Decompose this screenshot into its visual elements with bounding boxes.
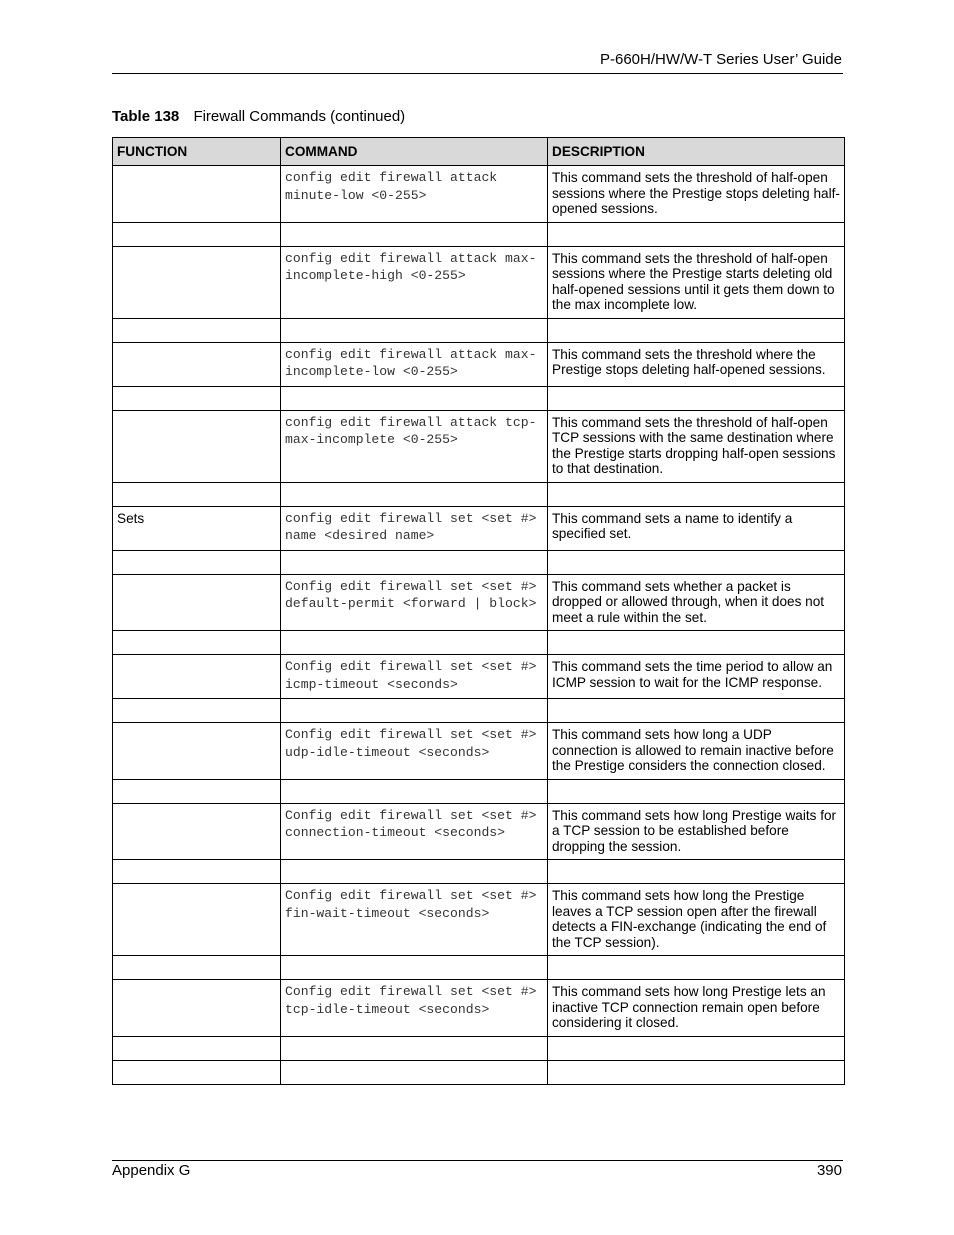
- table-row: [113, 246, 845, 318]
- description-cell: This command sets the threshold of half-open sessions where the Prestige starts deleting old half-opened sessions until it gets them down to the max incomplete low.: [548, 246, 845, 318]
- footer-appendix-label: Appendix G: [112, 1162, 191, 1179]
- command-cell: Config edit firewall set <set #> fin-wait-timeout <seconds>: [281, 884, 548, 956]
- function-cell: [113, 1036, 281, 1060]
- table-row: [113, 803, 845, 860]
- table-row: [113, 166, 845, 223]
- description-cell: [548, 318, 845, 342]
- function-cell: [113, 631, 281, 655]
- running-header-title: P-660H/HW/W-T Series User’ Guide: [599, 51, 842, 68]
- description-cell: [548, 222, 845, 246]
- command-cell: [281, 222, 548, 246]
- description-cell: [548, 956, 845, 980]
- function-cell: [113, 956, 281, 980]
- description-cell: [548, 1060, 845, 1084]
- function-cell: [113, 803, 281, 860]
- table-row: [113, 574, 845, 631]
- function-cell: [113, 482, 281, 506]
- command-cell: [281, 482, 548, 506]
- command-cell: [281, 386, 548, 410]
- description-cell: This command sets whether a packet is dropped or allowed through, when it does not meet a rule within the set.: [548, 574, 845, 631]
- description-cell: This command sets how long the Prestige leaves a TCP session open after the firewall detects a FIN-exchange (indicating the end of the TCP session).: [548, 884, 845, 956]
- table-caption: [112, 108, 405, 125]
- command-cell: config edit firewall attack minute-low <0-255>: [281, 166, 548, 223]
- command-cell: Config edit firewall set <set #> connection-timeout <seconds>: [281, 803, 548, 860]
- command-cell: Config edit firewall set <set #> udp-idle-timeout <seconds>: [281, 723, 548, 780]
- description-cell: This command sets how long a UDP connection is allowed to remain inactive before the Prestige considers the connection closed.: [548, 723, 845, 780]
- command-cell: [281, 956, 548, 980]
- table-row: [113, 699, 845, 723]
- table-row: [113, 956, 845, 980]
- description-cell: [548, 699, 845, 723]
- description-cell: [548, 1036, 845, 1060]
- description-cell: [548, 482, 845, 506]
- command-cell: [281, 860, 548, 884]
- table-row: [113, 550, 845, 574]
- function-cell: [113, 723, 281, 780]
- description-cell: [548, 779, 845, 803]
- function-cell: [113, 410, 281, 482]
- function-cell: [113, 980, 281, 1037]
- command-cell: [281, 779, 548, 803]
- function-cell: [113, 884, 281, 956]
- function-cell: [113, 1060, 281, 1084]
- table-header-row: [113, 138, 845, 166]
- description-cell: This command sets how long Prestige lets an inactive TCP connection remain open before considering it closed.: [548, 980, 845, 1037]
- function-cell: [113, 550, 281, 574]
- function-cell: [113, 655, 281, 699]
- table-row: [113, 386, 845, 410]
- table-caption-label: Table 138: [112, 108, 180, 125]
- table-row: [113, 631, 845, 655]
- function-cell: [113, 166, 281, 223]
- command-cell: Config edit firewall set <set #> icmp-timeout <seconds>: [281, 655, 548, 699]
- header-rule: [112, 73, 843, 74]
- function-cell: [113, 342, 281, 386]
- table-row: [113, 410, 845, 482]
- command-cell: config edit firewall set <set #> name <desired name>: [281, 506, 548, 550]
- function-cell: [113, 386, 281, 410]
- footer-page-number: 390: [816, 1162, 842, 1179]
- command-cell: config edit firewall attack max-incomplete-low <0-255>: [281, 342, 548, 386]
- command-cell: [281, 631, 548, 655]
- table-row: [113, 482, 845, 506]
- function-cell: [113, 860, 281, 884]
- description-cell: This command sets how long Prestige waits for a TCP session to be established before dropping the session.: [548, 803, 845, 860]
- function-cell: Sets: [113, 506, 281, 550]
- description-cell: This command sets the time period to allow an ICMP session to wait for the ICMP response.: [548, 655, 845, 699]
- command-cell: config edit firewall attack tcp-max-incomplete <0-255>: [281, 410, 548, 482]
- command-cell: Config edit firewall set <set #> tcp-idle-timeout <seconds>: [281, 980, 548, 1037]
- firewall-commands-table: [112, 137, 845, 1085]
- command-cell: [281, 550, 548, 574]
- description-cell: [548, 550, 845, 574]
- function-cell: [113, 574, 281, 631]
- command-cell: [281, 1060, 548, 1084]
- function-cell: [113, 222, 281, 246]
- table-row: [113, 506, 845, 550]
- table-row: [113, 779, 845, 803]
- table-row: [113, 318, 845, 342]
- command-cell: [281, 1036, 548, 1060]
- table-row: [113, 884, 845, 956]
- table-row: [113, 1036, 845, 1060]
- table-row: [113, 342, 845, 386]
- column-header-command: COMMAND: [281, 138, 548, 166]
- footer-rule: [112, 1160, 843, 1161]
- column-header-description: DESCRIPTION: [548, 138, 845, 166]
- table-row: [113, 1060, 845, 1084]
- command-cell: config edit firewall attack max-incomplete-high <0-255>: [281, 246, 548, 318]
- description-cell: This command sets the threshold of half-open sessions where the Prestige stops deleting half-opened sessions.: [548, 166, 845, 223]
- description-cell: [548, 631, 845, 655]
- function-cell: [113, 779, 281, 803]
- description-cell: [548, 386, 845, 410]
- command-cell: [281, 318, 548, 342]
- command-cell: Config edit firewall set <set #> default-permit <forward | block>: [281, 574, 548, 631]
- function-cell: [113, 699, 281, 723]
- description-cell: This command sets a name to identify a specified set.: [548, 506, 845, 550]
- function-cell: [113, 318, 281, 342]
- table-row: [113, 222, 845, 246]
- table-caption-text: Firewall Commands (continued): [193, 108, 406, 125]
- command-cell: [281, 699, 548, 723]
- table-row: [113, 980, 845, 1037]
- description-cell: This command sets the threshold where the Prestige stops deleting half-opened sessions.: [548, 342, 845, 386]
- function-cell: [113, 246, 281, 318]
- description-cell: This command sets the threshold of half-open TCP sessions with the same destination where the Prestige starts dropping half-open sessions to that destination.: [548, 410, 845, 482]
- table-body: [113, 166, 845, 1085]
- table-row: [113, 860, 845, 884]
- table-row: [113, 655, 845, 699]
- column-header-function: FUNCTION: [113, 138, 281, 166]
- table-row: [113, 723, 845, 780]
- description-cell: [548, 860, 845, 884]
